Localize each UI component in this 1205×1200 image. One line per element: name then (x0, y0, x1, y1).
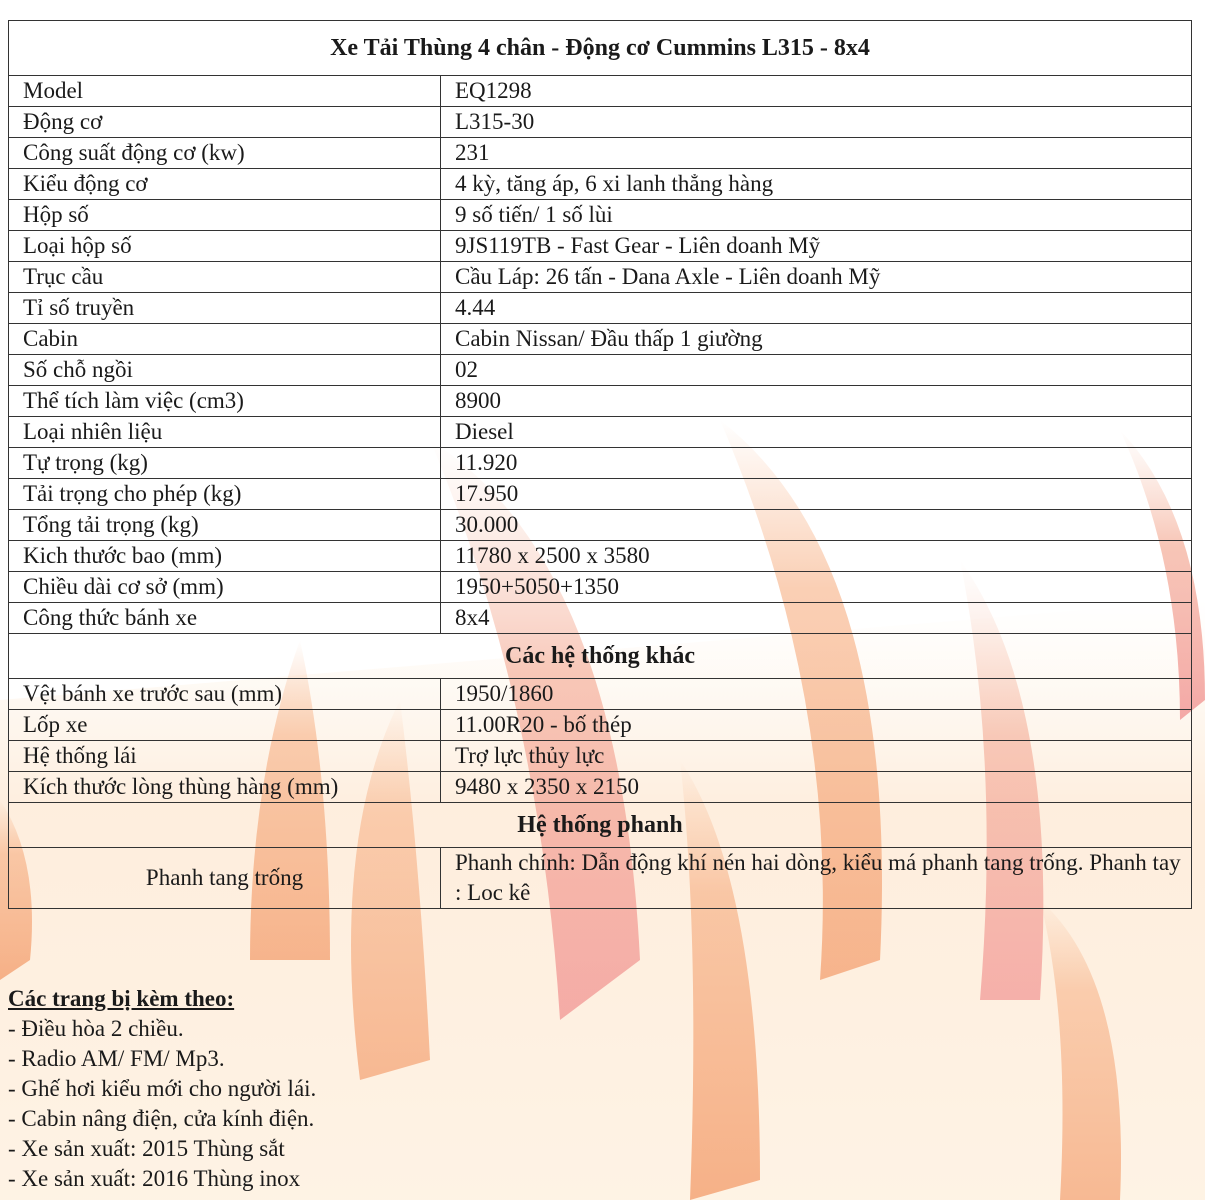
table-row (9, 572, 1192, 603)
spec-label: Thể tích làm việc (cm3) (9, 386, 441, 417)
spec-value: L315-30 (441, 107, 1192, 138)
table-row (9, 479, 1192, 510)
table-title: Xe Tải Thùng 4 chân - Động cơ Cummins L315 - 8x4 (9, 21, 1192, 76)
spec-label: Tổng tải trọng (kg) (9, 510, 441, 541)
table-row (9, 710, 1192, 741)
spec-value: 4.44 (441, 293, 1192, 324)
table-row (9, 679, 1192, 710)
equipment-title: Các trang bị kèm theo: (8, 986, 235, 1011)
table-row (9, 848, 1192, 909)
spec-value: 8x4 (441, 603, 1192, 634)
table-row (9, 386, 1192, 417)
spec-label: Kiểu động cơ (9, 169, 441, 200)
spec-value: 9480 x 2350 x 2150 (441, 772, 1192, 803)
list-item: - Xe sản xuất: 2015 Thùng sắt (8, 1136, 285, 1161)
spec-label: Lốp xe (9, 710, 441, 741)
table-row (9, 200, 1192, 231)
spec-label: Hộp số (9, 200, 441, 231)
spec-label: Công thức bánh xe (9, 603, 441, 634)
table-title-row (9, 21, 1192, 76)
section-title-other: Các hệ thống khác (9, 634, 1192, 679)
spec-label: Chiều dài cơ sở (mm) (9, 572, 441, 603)
spec-value: 231 (441, 138, 1192, 169)
spec-label: Trục cầu (9, 262, 441, 293)
spec-label: Cabin (9, 324, 441, 355)
list-item: - Radio AM/ FM/ Mp3. (8, 1046, 225, 1071)
section-title-row (9, 803, 1192, 848)
spec-label: Tự trọng (kg) (9, 448, 441, 479)
spec-value: Trợ lực thủy lực (441, 741, 1192, 772)
table-row (9, 741, 1192, 772)
brake-value: Phanh chính: Dẫn động khí nén hai dòng, kiểu má phanh tang trống. Phanh tay : Loc kê (441, 848, 1192, 909)
spec-value: 11780 x 2500 x 3580 (441, 541, 1192, 572)
spec-value: 02 (441, 355, 1192, 386)
spec-label: Công suất động cơ (kw) (9, 138, 441, 169)
section-title-row (9, 634, 1192, 679)
table-row (9, 138, 1192, 169)
spec-label: Hệ thống lái (9, 741, 441, 772)
table-row (9, 169, 1192, 200)
spec-value: 4 kỳ, tăng áp, 6 xi lanh thẳng hàng (441, 169, 1192, 200)
table-row (9, 510, 1192, 541)
spec-value: 11.920 (441, 448, 1192, 479)
table-row (9, 262, 1192, 293)
spec-label: Loại nhiên liệu (9, 417, 441, 448)
spec-label: Tỉ số truyền (9, 293, 441, 324)
spec-value: 1950/1860 (441, 679, 1192, 710)
spec-table (8, 20, 1192, 909)
table-row (9, 107, 1192, 138)
spec-value: 30.000 (441, 510, 1192, 541)
section-title-brake: Hệ thống phanh (9, 803, 1192, 848)
spec-value: 9 số tiến/ 1 số lùi (441, 200, 1192, 231)
spec-label: Model (9, 76, 441, 107)
table-row (9, 76, 1192, 107)
spec-value: Diesel (441, 417, 1192, 448)
spec-value: 8900 (441, 386, 1192, 417)
table-row (9, 293, 1192, 324)
spec-value: Cabin Nissan/ Đầu thấp 1 giường (441, 324, 1192, 355)
list-item: - Xe sản xuất: 2016 Thùng inox (8, 1166, 301, 1191)
table-row (9, 324, 1192, 355)
spec-value: 1950+5050+1350 (441, 572, 1192, 603)
table-row (9, 417, 1192, 448)
brake-label: Phanh tang trống (9, 848, 441, 909)
list-item: - Ghế hơi kiểu mới cho người lái. (8, 1076, 317, 1101)
spec-label: Loại hộp số (9, 231, 441, 262)
table-row (9, 448, 1192, 479)
table-row (9, 772, 1192, 803)
table-row (9, 231, 1192, 262)
list-item: - Cabin nâng điện, cửa kính điện. (8, 1106, 315, 1131)
spec-value: 9JS119TB - Fast Gear - Liên doanh Mỹ (441, 231, 1192, 262)
spec-label: Kích thước lòng thùng hàng (mm) (9, 772, 441, 803)
spec-value: 11.00R20 - bố thép (441, 710, 1192, 741)
spec-value: EQ1298 (441, 76, 1192, 107)
table-row (9, 355, 1192, 386)
table-row (9, 603, 1192, 634)
list-item: - Điều hòa 2 chiều. (8, 1016, 184, 1041)
equipment-section (8, 984, 808, 1194)
spec-label: Vệt bánh xe trước sau (mm) (9, 679, 441, 710)
table-row (9, 541, 1192, 572)
spec-label: Tải trọng cho phép (kg) (9, 479, 441, 510)
spec-label: Số chỗ ngồi (9, 355, 441, 386)
equipment-list (8, 1014, 808, 1194)
spec-value: 17.950 (441, 479, 1192, 510)
spec-value: Cầu Láp: 26 tấn - Dana Axle - Liên doanh Mỹ (441, 262, 1192, 293)
spec-label: Kich thước bao (mm) (9, 541, 441, 572)
spec-label: Động cơ (9, 107, 441, 138)
